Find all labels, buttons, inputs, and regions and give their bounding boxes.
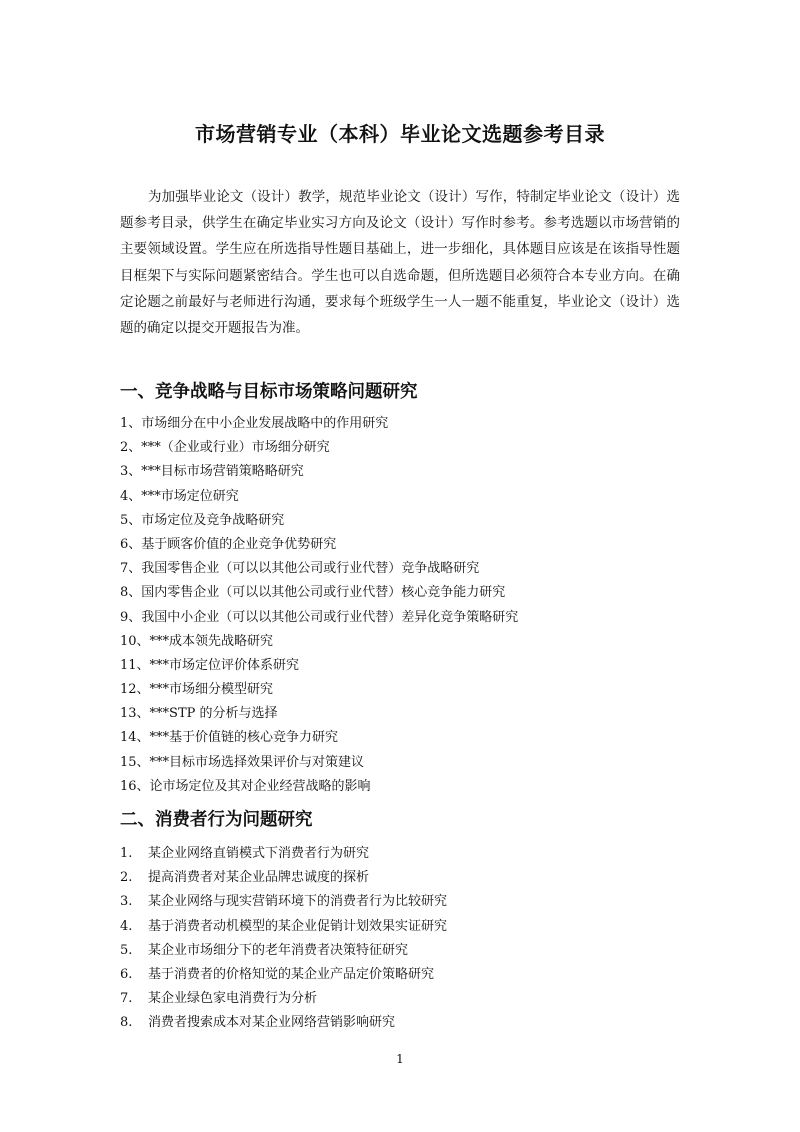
list-item: 10、***成本领先战略研究 [120, 633, 274, 649]
list-item-text: 某企业网络直销模式下消费者行为研究 [148, 846, 370, 861]
list-item: 7、我国零售企业（可以以其他公司或行业代替）竞争战略研究 [120, 561, 480, 577]
list-item-number: 6. [120, 966, 133, 982]
intro-paragraph: 为加强毕业论文（设计）教学，规范毕业论文（设计）写作，特制定毕业论文（设计）选题参考目录，供学生在确定毕业实习方向及论文（设计）写作时参考。参考选题以市场营销的主要领域设置。学生应在所选指导性题目基础上，进一步细化，具体题目应该是在该指导性题目框架下与实际问题紧密结合。学生也可以自选命题，但所选题目必须符合本专业方向。在确定论题之前最好与老师进行沟通，要求每个班级学生一人一题不能重复，毕业论文（设计）选题的确定以提交开题报告为准。 [120, 189, 680, 337]
list-item-text: 某企业绿色家电消费行为分析 [148, 991, 318, 1007]
list-item-text: 某企业网络与现实营销环境下的消费者行为比较研究 [148, 894, 448, 910]
list-item: 6、基于顾客价值的企业竞争优势研究 [120, 536, 337, 552]
document-title: 市场营销专业（本科）毕业论文选题参考目录 [195, 122, 605, 146]
list-item-number: 1. [120, 846, 133, 861]
page-number: 1 [396, 1052, 404, 1066]
list-item-number: 5. [120, 942, 133, 958]
list-item: 2、***（企业或行业）市场细分研究 [120, 440, 330, 456]
list-item-text: 基于消费者动机模型的某企业促销计划效果实证研究 [148, 918, 448, 934]
list-item-number: 4. [120, 918, 133, 934]
list-item [120, 890, 447, 914]
list-item-number: 8. [120, 1015, 133, 1031]
list-item [120, 915, 447, 939]
section-1-heading: 一、竞争战略与目标市场策略问题研究 [120, 382, 418, 402]
list-item [120, 866, 447, 890]
list-item: 1、市场细分在中小企业发展战略中的作用研究 [120, 416, 389, 431]
list-item-text: 基于消费者的价格知觉的某企业产品定价策略研究 [148, 966, 435, 982]
section-2-list [120, 842, 447, 1036]
list-item-number: 7. [120, 991, 133, 1007]
list-item: 16、论市场定位及其对企业经营战略的影响 [120, 778, 371, 794]
list-item-number: 2. [120, 870, 133, 886]
list-item-text: 提高消费者对某企业品牌忠诚度的探析 [148, 870, 370, 886]
section-1-list [120, 412, 518, 799]
list-item: 14、***基于价值链的核心竞争力研究 [120, 730, 339, 746]
list-item [120, 842, 447, 866]
list-item: 11、***市场定位评价体系研究 [120, 657, 300, 673]
list-item [120, 1011, 447, 1035]
list-item [120, 963, 447, 987]
list-item: 8、国内零售企业（可以以其他公司或行业代替）核心竞争能力研究 [120, 585, 506, 601]
list-item-number: 3. [120, 894, 133, 910]
list-item: 3、***目标市场营销策略略研究 [120, 464, 304, 480]
list-item: 13、***STP 的分析与选择 [120, 706, 278, 722]
list-item: 5、市场定位及竞争战略研究 [120, 512, 285, 528]
list-item [120, 939, 447, 963]
list-item-text: 某企业市场细分下的老年消费者决策特征研究 [148, 942, 409, 958]
list-item: 9、我国中小企业（可以以其他公司或行业代替）差异化竞争策略研究 [120, 609, 519, 625]
list-item-text: 消费者搜索成本对某企业网络营销影响研究 [148, 1015, 396, 1031]
list-item: 4、***市场定位研究 [120, 488, 239, 504]
list-item: 12、***市场细分模型研究 [120, 682, 274, 698]
list-item: 15、***目标市场选择效果评价与对策建议 [120, 754, 365, 770]
section-2-heading: 二、消费者行为问题研究 [120, 810, 313, 830]
list-item [120, 987, 447, 1011]
